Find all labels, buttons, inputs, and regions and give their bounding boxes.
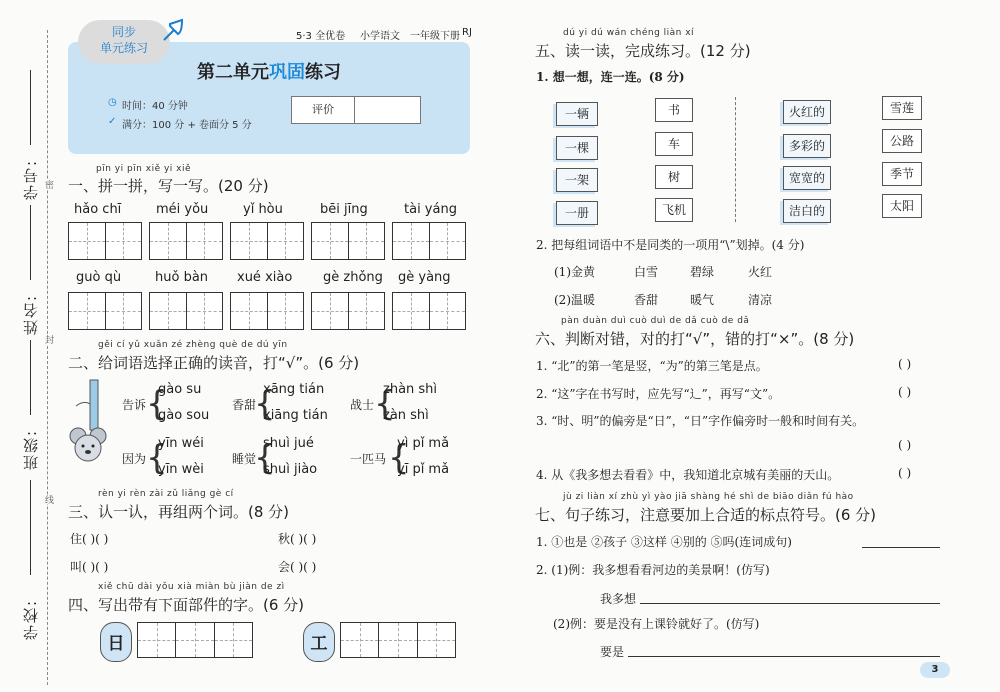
school-field[interactable] <box>30 480 31 575</box>
q2-opt-6a[interactable]: yì pǐ mǎ <box>397 436 450 451</box>
adjective-card[interactable]: 火红的 <box>783 100 831 124</box>
q7-item-3: (2)例：要是没有上课铃就好了。(仿写) <box>553 617 760 631</box>
q7-item-2: 2. (1)例：我多想看看河边的美景啊！(仿写) <box>536 563 770 577</box>
q2-word-2: 香甜 <box>232 398 257 412</box>
q1-pinyin-3: yǐ hòu <box>243 202 283 217</box>
writing-grid[interactable] <box>392 222 466 260</box>
q2-word-1: 告诉 <box>122 398 147 412</box>
adjective-card[interactable]: 多彩的 <box>783 134 831 158</box>
q2-opt-1b[interactable]: gào sou <box>158 408 210 423</box>
component-ri: 日 <box>100 622 132 662</box>
q5-g1-w1[interactable]: (1)金黄 <box>554 265 595 279</box>
answer-paren[interactable]: ( ) <box>898 466 912 480</box>
q5-sub2: 2. 把每组词语中不是同类的一项用“\”划掉。(4 分) <box>536 238 805 252</box>
writing-grid[interactable] <box>230 222 304 260</box>
school-label: 学校: <box>22 598 40 640</box>
q6-item-1: 1. “北”的第一笔是竖，“为”的第三笔是点。 <box>536 359 768 373</box>
brace: { <box>254 438 276 478</box>
evaluation-box <box>291 96 421 124</box>
writing-grid[interactable] <box>392 292 466 330</box>
answer-line[interactable] <box>640 603 940 604</box>
series-name: 5·3 全优卷 <box>296 31 346 42</box>
q5-g2-w3[interactable]: 暖气 <box>690 293 715 307</box>
q5-sub1: 1. 想一想，连一连。(8 分) <box>536 70 685 84</box>
component-grid-2[interactable] <box>340 622 456 658</box>
writing-grid[interactable] <box>311 222 385 260</box>
q2-opt-6b[interactable]: yī pǐ mǎ <box>397 462 450 477</box>
q3-item-2[interactable]: 秋( )( ) <box>278 532 317 546</box>
q1-pinyin-2: méi yǒu <box>156 202 209 217</box>
q4-pinyin: xiě chū dài yǒu xià miàn bù jiàn de zì <box>98 582 285 592</box>
q3-pinyin: rèn yi rèn zài zǔ liǎng gè cí <box>98 489 234 499</box>
q2-opt-2a[interactable]: xāng tián <box>263 382 325 397</box>
q1-pinyin-5: tài yáng <box>404 202 457 217</box>
answer-paren[interactable]: ( ) <box>898 357 912 371</box>
q7-item-2-start: 我多想 <box>600 592 637 606</box>
writing-grid[interactable] <box>68 292 142 330</box>
q3-item-3[interactable]: 叫( )( ) <box>70 560 109 574</box>
check-circle-icon: ✓ <box>108 116 117 127</box>
q7-item-3-start: 要是 <box>600 645 625 659</box>
evaluation-label: 评价 <box>292 97 355 123</box>
noun-card[interactable]: 季节 <box>882 162 922 186</box>
q1-pinyin-10: gè yàng <box>398 270 451 285</box>
clock-icon: ◷ <box>108 97 117 108</box>
q5-g2-w2[interactable]: 香甜 <box>634 293 659 307</box>
q2-opt-1a[interactable]: gào su <box>158 382 202 397</box>
adjective-card[interactable]: 洁白的 <box>783 199 831 223</box>
answer-paren[interactable]: ( ) <box>898 385 912 399</box>
q5-g1-w4[interactable]: 火红 <box>748 265 773 279</box>
answer-line[interactable] <box>862 547 940 548</box>
q1-pinyin-7: huǒ bàn <box>155 270 209 285</box>
q2-opt-3b[interactable]: zàn shì <box>383 408 429 423</box>
q2-opt-4b[interactable]: yīn wèi <box>158 462 204 477</box>
q6-pinyin: pàn duàn duì cuò duì de dǎ cuò de dǎ <box>561 316 750 326</box>
q3-item-4[interactable]: 会( )( ) <box>278 560 317 574</box>
measure-card[interactable]: 一棵 <box>556 136 598 160</box>
brace: { <box>254 384 276 424</box>
noun-card[interactable]: 树 <box>655 165 693 189</box>
writing-grid[interactable] <box>149 222 223 260</box>
brace: { <box>146 438 168 478</box>
q6-item-3: 3. “时、明”的偏旁是“日”，“日”字作偏旁时一般和时间有关。 <box>536 414 865 428</box>
writing-grid[interactable] <box>68 222 142 260</box>
seal-mark-mi: 密 <box>43 180 53 189</box>
measure-card[interactable]: 一辆 <box>556 102 598 126</box>
name-field[interactable] <box>30 205 31 280</box>
brace: { <box>374 384 396 424</box>
noun-card[interactable]: 雪莲 <box>882 96 922 120</box>
measure-card[interactable]: 一架 <box>556 168 598 192</box>
time-limit: 时间：40 分钟 <box>122 101 188 112</box>
student-id-label: 学号: <box>22 158 40 200</box>
binding-dashed-line <box>47 30 48 685</box>
answer-paren[interactable]: ( ) <box>898 438 912 452</box>
evaluation-field[interactable] <box>355 97 420 123</box>
measure-card[interactable]: 一册 <box>556 201 598 225</box>
q5-g2-w1[interactable]: (2)温暖 <box>554 293 595 307</box>
class-field[interactable] <box>30 340 31 415</box>
brace: { <box>388 438 410 478</box>
noun-card[interactable]: 车 <box>655 132 693 156</box>
subject: 小学语文 <box>360 31 400 42</box>
q1-pinyin-8: xué xiào <box>237 270 293 285</box>
q2-word-6: 一匹马 <box>350 452 387 466</box>
unit-badge-text: 同步 单元练习 <box>99 25 148 55</box>
q2-word-5: 睡觉 <box>232 452 257 466</box>
q5-pinyin: dú yi dú wán chéng liàn xí <box>563 28 695 38</box>
q2-opt-5a[interactable]: shuì jué <box>263 436 314 451</box>
q2-opt-4a[interactable]: yīn wéi <box>158 436 204 451</box>
page-number: 3 <box>920 662 950 678</box>
q3-item-1[interactable]: 住( )( ) <box>70 532 109 546</box>
rocket-icon <box>160 18 186 44</box>
edition: RJ <box>462 27 472 38</box>
writing-grid[interactable] <box>230 292 304 330</box>
q1-pinyin: pīn yi pīn xiě yi xiě <box>96 164 192 174</box>
q1-pinyin-1: hǎo chī <box>74 202 122 217</box>
noun-card[interactable]: 太阳 <box>882 194 922 218</box>
q2-opt-2b[interactable]: xiāng tián <box>263 408 328 423</box>
full-score: 满分：100 分 + 卷面分 5 分 <box>122 120 252 131</box>
q2-pinyin: gěi cí yǔ xuǎn zé zhèng què de dú yīn <box>98 340 288 350</box>
component-grid-1[interactable] <box>137 622 253 658</box>
name-label: 姓名: <box>22 293 40 335</box>
q7-pinyin: jù zi liàn xí zhù yì yào jiā shàng hé shì de biāo diǎn fú hào <box>563 492 854 502</box>
q1-pinyin-9: gè zhǒng <box>323 270 383 285</box>
q6-title: 六、判断对错，对的打“√”，错的打“×”。(8 分) <box>535 330 855 348</box>
divider-dashed <box>735 97 736 222</box>
q1-pinyin-6: guò qù <box>76 270 122 285</box>
q3-title: 三、认一认，再组两个词。(8 分) <box>68 503 290 521</box>
class-label: 班级: <box>22 428 40 470</box>
component-gong: 工 <box>303 622 335 662</box>
seal-mark-feng: 封 <box>43 335 53 344</box>
q1-pinyin-4: bēi jīng <box>320 202 368 217</box>
answer-line[interactable] <box>628 656 940 657</box>
q5-title: 五、读一读，完成练习。(12 分) <box>535 42 751 60</box>
q6-item-4: 4. 从《我多想去看看》中，我知道北京城有美丽的天山。 <box>536 468 840 482</box>
q2-title: 二、给词语选择正确的读音，打“√”。(6 分) <box>68 354 360 372</box>
q2-opt-5b[interactable]: shuì jiào <box>263 462 318 477</box>
q5-g2-w4[interactable]: 清凉 <box>748 293 773 307</box>
noun-card[interactable]: 公路 <box>882 129 922 153</box>
q1-title: 一、拼一拼，写一写。(20 分) <box>68 177 269 195</box>
q5-g1-w2[interactable]: 白雪 <box>634 265 659 279</box>
q5-g1-w3[interactable]: 碧绿 <box>690 265 715 279</box>
adjective-card[interactable]: 宽宽的 <box>783 166 831 190</box>
q7-title: 七、句子练习，注意要加上合适的标点符号。(6 分) <box>535 506 877 524</box>
q4-title: 四、写出带有下面部件的字。(6 分) <box>68 596 305 614</box>
student-id-field[interactable] <box>30 70 31 145</box>
q6-item-2: 2. “这”字在书写时，应先写“辶”，再写“文”。 <box>536 387 781 401</box>
q7-item-1: 1. ①也是 ②孩子 ③这样 ④别的 ⑤吗(连词成句) <box>536 535 792 549</box>
koala-illustration <box>68 378 108 468</box>
brace: { <box>146 384 168 424</box>
q2-opt-3a[interactable]: zhàn shì <box>383 382 438 397</box>
q2-word-3: 战士 <box>350 398 375 412</box>
seal-mark-xian: 线 <box>43 495 53 504</box>
writing-grid[interactable] <box>311 292 385 330</box>
noun-card[interactable]: 书 <box>655 98 693 122</box>
q2-word-4: 因为 <box>122 452 147 466</box>
page-title: 第二单元巩固练习 <box>197 62 341 83</box>
writing-grid[interactable] <box>149 292 223 330</box>
noun-card[interactable]: 飞机 <box>655 198 693 222</box>
grade: 一年级下册 <box>410 31 460 42</box>
